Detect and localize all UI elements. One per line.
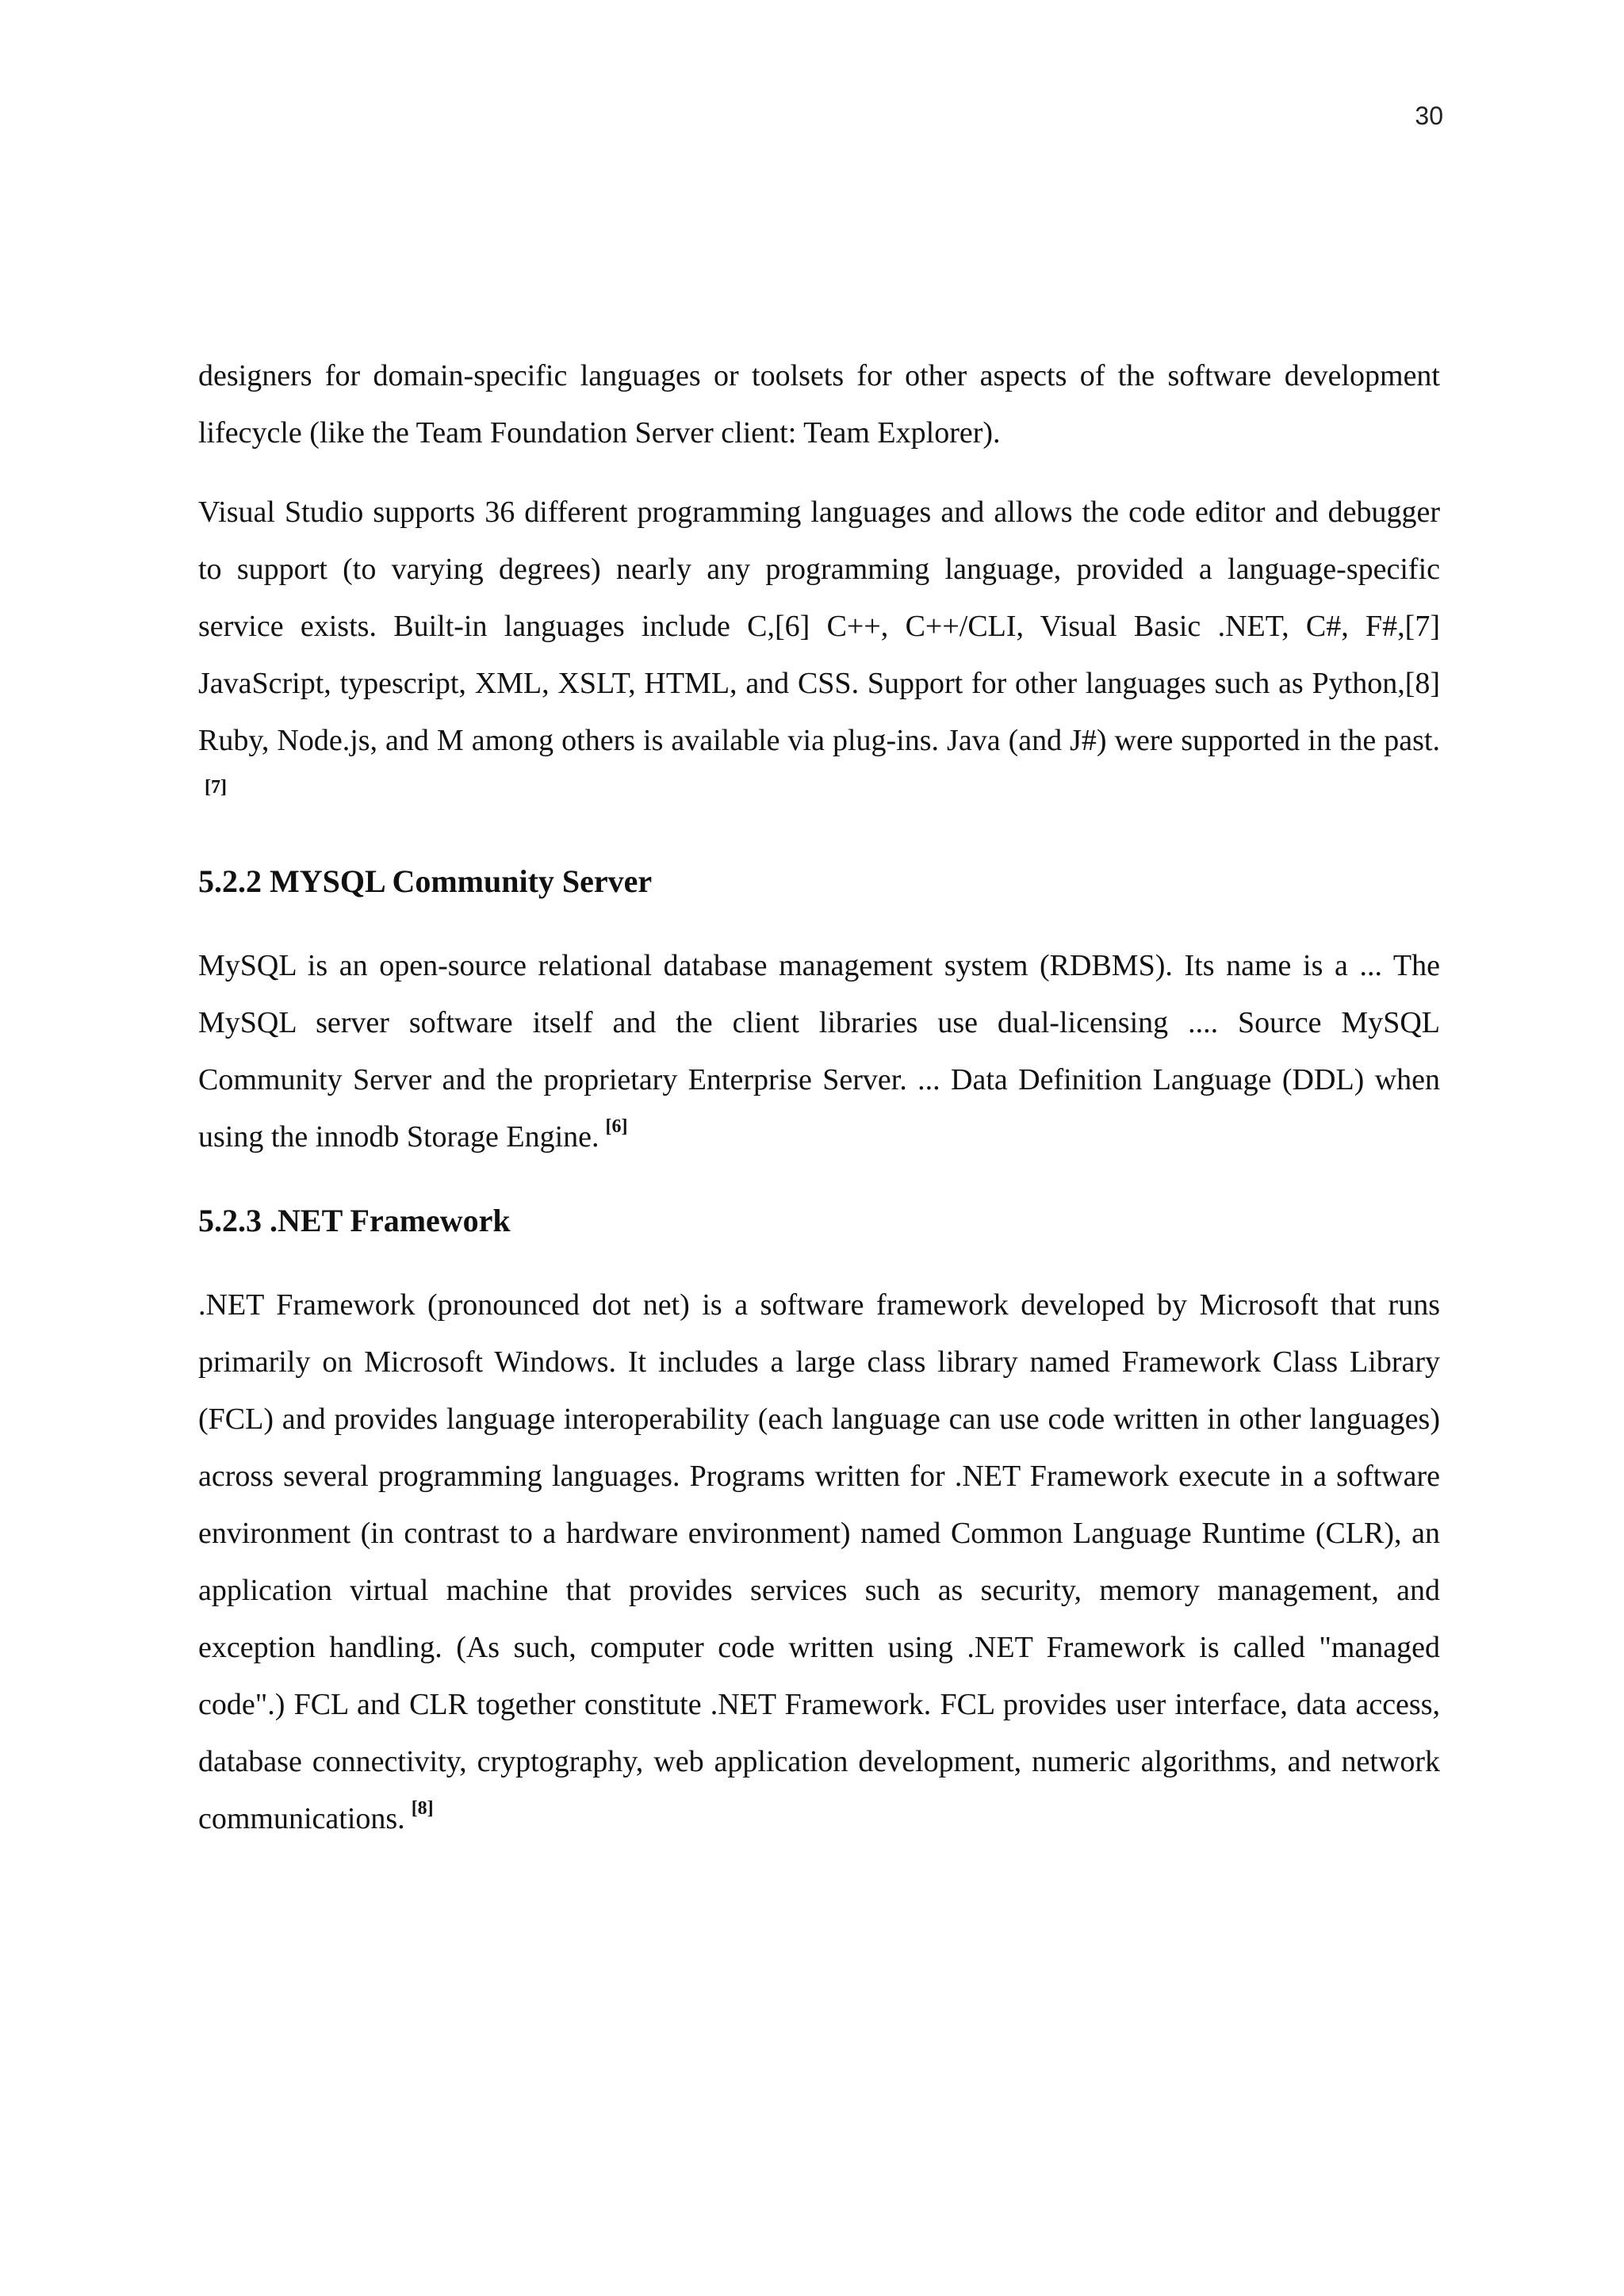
paragraph-visual-studio: [198, 484, 1440, 826]
section-heading-mysql: 5.2.2 MYSQL Community Server: [198, 863, 653, 899]
citation-reference: [8]: [411, 1798, 434, 1819]
citation-reference: [7]: [205, 777, 227, 798]
page-content: [198, 347, 1440, 1847]
paragraph-text: .NET Framework (pronounced dot net) is a software framework developed by Microsoft that runs primarily on Microsoft Windows. It includes a large class library named Framework Class Library (FCL) and provides language interoperability (each language can use code written in other languages) across several programming languages. Programs written for .NET Framework execute in a software environment (in contrast to a hardware environment) named Common Language Runtime (CLR), an application virtual machine that provides services such as security, memory management, and exception handling. (As such, computer code written using .NET Framework is called "managed code".) FCL and CLR together constitute .NET Framework. FCL provides user interface, data access, database connectivity, cryptography, web application development, numeric algorithms, and network communications.: [198, 1288, 1440, 1835]
section-heading-dotnet: 5.2.3 .NET Framework: [198, 1203, 511, 1238]
paragraph-designers: [198, 347, 1440, 461]
paragraph-text: MySQL is an open-source relational database management system (RDBMS). Its name is a ... The MySQL server software itself and the client libraries use dual-licensing .... Source MySQL Community Server and the proprietary Enterprise Server. ... Data Definition Language (DDL) when using the innodb Storage Engine.: [198, 949, 1440, 1154]
page-number: 30: [1415, 101, 1443, 130]
paragraph-text: Visual Studio supports 36 different programming languages and allows the code editor and debugger to support (to varying degrees) nearly any programming language, provided a language-specific service exists. Built-in languages include C,[6] C++, C++/CLI, Visual Basic .NET, C#, F#,[7] JavaScript, typescript, XML, XSLT, HTML, and CSS. Support for other languages such as Python,[8] Ruby, Node.js, and M among others is available via plug-ins. Java (and J#) were supported in the past.: [198, 496, 1440, 757]
paragraph-mysql: [198, 937, 1440, 1165]
citation-reference: [6]: [605, 1116, 628, 1137]
paragraph-dotnet: [198, 1276, 1440, 1847]
paragraph-text: designers for domain-specific languages or toolsets for other aspects of the software development lifecycle (like the Team Foundation Server client: Team Explorer).: [198, 359, 1440, 450]
